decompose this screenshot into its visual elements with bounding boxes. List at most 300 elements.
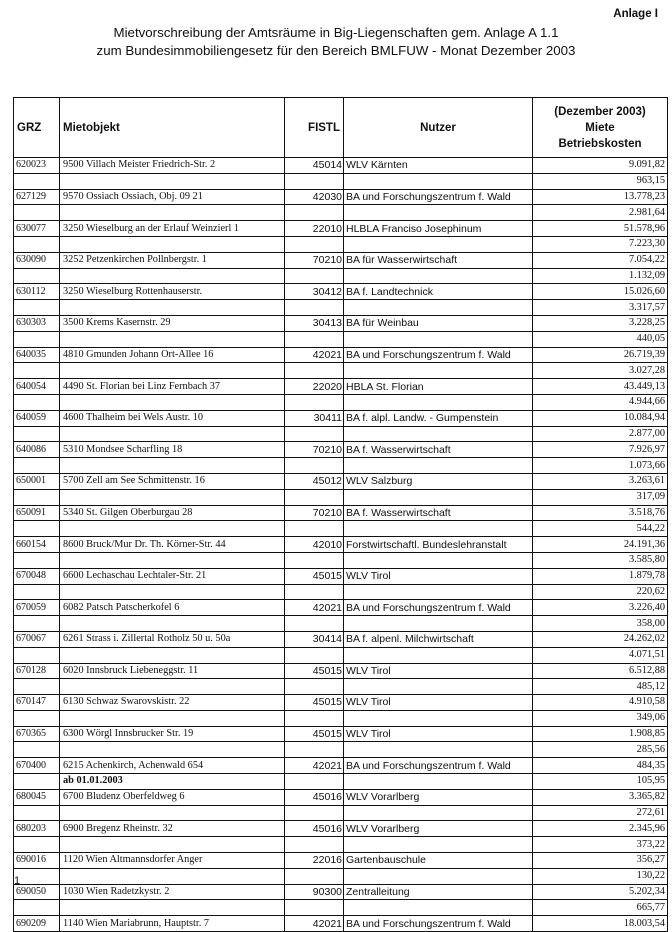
mietobjekt-cell [60, 236, 285, 252]
grz-cell: 670048 [14, 568, 60, 584]
fistl-cell [285, 774, 344, 790]
mietobjekt-cell [60, 647, 285, 663]
table-row [14, 363, 668, 379]
mietobjekt-cell [60, 268, 285, 284]
grz-cell [14, 331, 60, 347]
table-row [14, 837, 668, 853]
mietobjekt-cell: 4490 St. Florian bei Linz Fernbach 37 [60, 379, 285, 395]
table-row [14, 173, 668, 189]
fistl-cell [285, 173, 344, 189]
amount-cell: 220,62 [533, 584, 668, 600]
table-row [14, 679, 668, 695]
table-row [14, 505, 668, 521]
table-row [14, 758, 668, 774]
nutzer-cell: HBLA St. Florian [344, 379, 533, 395]
fistl-cell [285, 900, 344, 916]
table-row [14, 284, 668, 300]
nutzer-cell [344, 489, 533, 505]
amount-cell: 4.910,58 [533, 695, 668, 711]
mietobjekt-cell [60, 458, 285, 474]
grz-cell [14, 900, 60, 916]
mietobjekt-cell: 6130 Schwaz Swarovskistr. 22 [60, 695, 285, 711]
nutzer-cell [344, 805, 533, 821]
table-row [14, 774, 668, 790]
amount-cell: 7.223,30 [533, 236, 668, 252]
fistl-cell [285, 552, 344, 568]
nutzer-cell: WLV Vorarlberg [344, 821, 533, 837]
table-row [14, 252, 668, 268]
mietobjekt-cell: 5700 Zell am See Schmittenstr. 16 [60, 473, 285, 489]
amount-cell: 2.877,00 [533, 426, 668, 442]
amount-cell: 18.003,54 [533, 916, 668, 932]
table-row [14, 584, 668, 600]
nutzer-cell [344, 394, 533, 410]
grz-cell [14, 868, 60, 884]
amount-cell: 3.263,61 [533, 473, 668, 489]
fistl-cell: 42010 [285, 537, 344, 553]
amount-cell: 6.512,88 [533, 663, 668, 679]
table-row [14, 884, 668, 900]
fistl-cell [285, 521, 344, 537]
nutzer-cell: BA und Forschungszentrum f. Wald [344, 347, 533, 363]
grz-cell: 630090 [14, 252, 60, 268]
mietobjekt-cell: 9500 Villach Meister Friedrich-Str. 2 [60, 158, 285, 174]
nutzer-cell [344, 300, 533, 316]
amount-cell: 10.084,94 [533, 410, 668, 426]
fistl-cell [285, 710, 344, 726]
grz-cell: 630077 [14, 221, 60, 237]
table-row [14, 221, 668, 237]
grz-cell [14, 394, 60, 410]
mietobjekt-cell [60, 205, 285, 221]
nutzer-cell [344, 205, 533, 221]
fistl-cell: 45014 [285, 158, 344, 174]
fistl-cell [285, 268, 344, 284]
fistl-cell [285, 300, 344, 316]
grz-cell [14, 837, 60, 853]
table-row [14, 600, 668, 616]
table-row [14, 695, 668, 711]
table-row [14, 868, 668, 884]
table-row [14, 442, 668, 458]
fistl-cell [285, 394, 344, 410]
grz-cell: 640054 [14, 379, 60, 395]
fistl-cell [285, 426, 344, 442]
fistl-cell [285, 363, 344, 379]
fistl-cell: 30414 [285, 631, 344, 647]
fistl-cell: 30412 [285, 284, 344, 300]
grz-cell [14, 458, 60, 474]
grz-cell [14, 173, 60, 189]
table-row [14, 663, 668, 679]
nutzer-cell [344, 458, 533, 474]
nutzer-cell [344, 236, 533, 252]
header-mietobjekt: Mietobjekt [60, 98, 285, 158]
nutzer-cell [344, 268, 533, 284]
grz-cell [14, 679, 60, 695]
mietobjekt-cell: 4810 Gmunden Johann Ort-Allee 16 [60, 347, 285, 363]
amount-cell: 3.226,40 [533, 600, 668, 616]
fistl-cell [285, 584, 344, 600]
amount-cell: 26.719,39 [533, 347, 668, 363]
table-row [14, 710, 668, 726]
amount-cell: 15.026,60 [533, 284, 668, 300]
header-amount-miete: Miete [585, 121, 615, 134]
fistl-cell [285, 205, 344, 221]
amount-cell: 5.202,34 [533, 884, 668, 900]
fistl-cell: 42021 [285, 600, 344, 616]
grz-cell: 627129 [14, 189, 60, 205]
nutzer-cell [344, 710, 533, 726]
mietobjekt-cell: 3500 Krems Kasernstr. 29 [60, 315, 285, 331]
fistl-cell [285, 236, 344, 252]
fistl-cell: 70210 [285, 442, 344, 458]
grz-cell: 670059 [14, 600, 60, 616]
header-amount-period: (Dezember 2003) [554, 105, 646, 118]
amount-cell: 9.091,82 [533, 158, 668, 174]
amount-cell: 272,61 [533, 805, 668, 821]
fistl-cell: 30411 [285, 410, 344, 426]
amount-cell: 440,05 [533, 331, 668, 347]
mietobjekt-cell [60, 616, 285, 632]
fistl-cell: 22020 [285, 379, 344, 395]
mietobjekt-cell: 6215 Achenkirch, Achenwald 654 [60, 758, 285, 774]
nutzer-cell [344, 552, 533, 568]
amount-cell: 349,06 [533, 710, 668, 726]
mietobjekt-cell [60, 868, 285, 884]
amount-cell: 356,27 [533, 853, 668, 869]
grz-cell [14, 805, 60, 821]
grz-cell: 690016 [14, 853, 60, 869]
nutzer-cell: Zentralleitung [344, 884, 533, 900]
amount-cell: 2.981,64 [533, 205, 668, 221]
mietobjekt-cell [60, 173, 285, 189]
mietobjekt-cell: 1120 Wien Altmannsdorfer Anger [60, 853, 285, 869]
nutzer-cell [344, 426, 533, 442]
fistl-cell [285, 805, 344, 821]
fistl-cell: 70210 [285, 505, 344, 521]
amount-cell: 1.132,09 [533, 268, 668, 284]
nutzer-cell: Forstwirtschaftl. Bundeslehranstalt [344, 537, 533, 553]
mietobjekt-cell: 4600 Thalheim bei Wels Austr. 10 [60, 410, 285, 426]
table-row [14, 236, 668, 252]
table-row [14, 410, 668, 426]
nutzer-cell [344, 521, 533, 537]
mietobjekt-cell [60, 900, 285, 916]
nutzer-cell [344, 331, 533, 347]
table-row [14, 331, 668, 347]
table-row [14, 742, 668, 758]
nutzer-cell: WLV Tirol [344, 695, 533, 711]
table-row [14, 300, 668, 316]
fistl-cell: 70210 [285, 252, 344, 268]
fistl-cell: 45016 [285, 789, 344, 805]
amount-cell: 51.578,96 [533, 221, 668, 237]
fistl-cell [285, 458, 344, 474]
fistl-cell: 42021 [285, 758, 344, 774]
grz-cell [14, 742, 60, 758]
amount-cell: 358,00 [533, 616, 668, 632]
table-row [14, 426, 668, 442]
mietobjekt-cell [60, 805, 285, 821]
amount-cell: 3.317,57 [533, 300, 668, 316]
mietobjekt-cell: 6700 Bludenz Oberfeldweg 6 [60, 789, 285, 805]
mietobjekt-cell [60, 679, 285, 695]
nutzer-cell [344, 363, 533, 379]
mietobjekt-cell [60, 837, 285, 853]
mietobjekt-cell [60, 489, 285, 505]
table-row [14, 268, 668, 284]
mietobjekt-cell: 3250 Wieselburg Rottenhauserstr. [60, 284, 285, 300]
mietobjekt-cell: 6020 Innsbruck Liebeneggstr. 11 [60, 663, 285, 679]
grz-cell: 690209 [14, 916, 60, 932]
grz-cell [14, 774, 60, 790]
nutzer-cell: Gartenbauschule [344, 853, 533, 869]
grz-cell: 680045 [14, 789, 60, 805]
grz-cell: 620023 [14, 158, 60, 174]
table-row [14, 821, 668, 837]
amount-cell: 963,15 [533, 173, 668, 189]
amount-cell: 1.908,85 [533, 726, 668, 742]
grz-cell [14, 300, 60, 316]
grz-cell [14, 205, 60, 221]
mietobjekt-cell [60, 710, 285, 726]
nutzer-cell: BA f. alpenl. Milchwirtschaft [344, 631, 533, 647]
nutzer-cell: BA und Forschungszentrum f. Wald [344, 600, 533, 616]
table-row [14, 916, 668, 932]
nutzer-cell: BA f. alpl. Landw. - Gumpenstein [344, 410, 533, 426]
mietobjekt-cell: 1030 Wien Radetzkystr. 2 [60, 884, 285, 900]
amount-cell: 24.262,02 [533, 631, 668, 647]
mietobjekt-cell: 6261 Strass i. Zillertal Rotholz 50 u. 50a [60, 631, 285, 647]
amount-cell: 665,77 [533, 900, 668, 916]
page-number: 1 [14, 875, 21, 887]
grz-cell: 650001 [14, 473, 60, 489]
fistl-cell: 45015 [285, 695, 344, 711]
grz-cell: 670365 [14, 726, 60, 742]
fistl-cell [285, 679, 344, 695]
table-row [14, 853, 668, 869]
nutzer-cell [344, 173, 533, 189]
fistl-cell [285, 331, 344, 347]
amount-cell: 4.944,66 [533, 394, 668, 410]
table-row [14, 158, 668, 174]
amount-cell: 484,35 [533, 758, 668, 774]
nutzer-cell: WLV Vorarlberg [344, 789, 533, 805]
nutzer-cell [344, 616, 533, 632]
mietobjekt-cell: 8600 Bruck/Mur Dr. Th. Körner-Str. 44 [60, 537, 285, 553]
amount-cell: 285,56 [533, 742, 668, 758]
amount-cell: 485,12 [533, 679, 668, 695]
fistl-cell: 45012 [285, 473, 344, 489]
nutzer-cell: WLV Tirol [344, 663, 533, 679]
amount-cell: 4.071,51 [533, 647, 668, 663]
fistl-cell [285, 868, 344, 884]
amount-cell: 544,22 [533, 521, 668, 537]
nutzer-cell [344, 868, 533, 884]
table-row [14, 568, 668, 584]
nutzer-cell [344, 742, 533, 758]
mietobjekt-cell [60, 742, 285, 758]
mietobjekt-cell: ab 01.01.2003 [60, 774, 285, 790]
table-row [14, 631, 668, 647]
amount-cell: 2.345,96 [533, 821, 668, 837]
fistl-cell: 45015 [285, 663, 344, 679]
table-row [14, 789, 668, 805]
mietobjekt-cell [60, 300, 285, 316]
grz-cell: 670128 [14, 663, 60, 679]
mietobjekt-cell [60, 394, 285, 410]
fistl-cell: 45015 [285, 568, 344, 584]
table-row [14, 347, 668, 363]
nutzer-cell [344, 900, 533, 916]
grz-cell [14, 584, 60, 600]
grz-cell [14, 426, 60, 442]
mietobjekt-cell [60, 363, 285, 379]
mietobjekt-cell: 5340 St. Gilgen Oberburgau 28 [60, 505, 285, 521]
table-row [14, 394, 668, 410]
mietobjekt-cell: 1140 Wien Mariabrunn, Hauptstr. 7 [60, 916, 285, 932]
nutzer-cell: BA und Forschungszentrum f. Wald [344, 758, 533, 774]
mietobjekt-cell: 6082 Patsch Patscherkofel 6 [60, 600, 285, 616]
grz-cell [14, 616, 60, 632]
grz-cell: 670067 [14, 631, 60, 647]
grz-cell [14, 521, 60, 537]
table-row [14, 315, 668, 331]
amount-cell: 3.585,80 [533, 552, 668, 568]
grz-cell: 640035 [14, 347, 60, 363]
mietobjekt-cell: 3250 Wieselburg an der Erlauf Weinzierl 1 [60, 221, 285, 237]
mietobjekt-cell [60, 426, 285, 442]
amount-cell: 7.054,22 [533, 252, 668, 268]
amount-cell: 1.073,66 [533, 458, 668, 474]
mietobjekt-cell [60, 521, 285, 537]
amount-cell: 3.228,25 [533, 315, 668, 331]
nutzer-cell [344, 647, 533, 663]
grz-cell [14, 710, 60, 726]
nutzer-cell: WLV Tirol [344, 726, 533, 742]
amount-cell: 1.879,78 [533, 568, 668, 584]
fistl-cell: 22010 [285, 221, 344, 237]
table-row [14, 537, 668, 553]
amount-cell: 373,22 [533, 837, 668, 853]
amount-cell: 130,22 [533, 868, 668, 884]
fistl-cell: 42021 [285, 916, 344, 932]
grz-cell: 630303 [14, 315, 60, 331]
fistl-cell: 45015 [285, 726, 344, 742]
amount-cell: 43.449,13 [533, 379, 668, 395]
table-row [14, 189, 668, 205]
amount-cell: 317,09 [533, 489, 668, 505]
mietobjekt-cell: 9570 Ossiach Ossiach, Obj. 09 21 [60, 189, 285, 205]
fistl-cell: 45016 [285, 821, 344, 837]
fistl-cell [285, 742, 344, 758]
table-row [14, 458, 668, 474]
fistl-cell: 42021 [285, 347, 344, 363]
nutzer-cell: BA f. Landtechnick [344, 284, 533, 300]
mietobjekt-cell [60, 331, 285, 347]
amount-cell: 105,95 [533, 774, 668, 790]
table-row [14, 489, 668, 505]
nutzer-cell: BA und Forschungszentrum f. Wald [344, 189, 533, 205]
fistl-cell [285, 489, 344, 505]
table-header-row [14, 98, 668, 158]
nutzer-cell: BA f. Wasserwirtschaft [344, 505, 533, 521]
nutzer-cell: WLV Tirol [344, 568, 533, 584]
mietobjekt-cell: 6600 Lechaschau Lechtaler-Str. 21 [60, 568, 285, 584]
table-row [14, 900, 668, 916]
header-amount [533, 98, 668, 158]
nutzer-cell [344, 774, 533, 790]
fistl-cell [285, 616, 344, 632]
header-fistl: FISTL [285, 98, 344, 158]
amount-cell: 7.926,97 [533, 442, 668, 458]
grz-cell [14, 489, 60, 505]
rent-table [13, 97, 668, 932]
document-title [0, 24, 672, 60]
fistl-cell: 42030 [285, 189, 344, 205]
table-row [14, 379, 668, 395]
fistl-cell: 30413 [285, 315, 344, 331]
mietobjekt-cell: 3252 Petzenkirchen Pollnbergstr. 1 [60, 252, 285, 268]
fistl-cell [285, 647, 344, 663]
table-row [14, 805, 668, 821]
annex-label: Anlage I [613, 8, 658, 20]
header-amount-betriebskosten: Betriebskosten [558, 137, 642, 150]
mietobjekt-cell: 5310 Mondsee Scharfling 18 [60, 442, 285, 458]
header-nutzer: Nutzer [344, 98, 533, 158]
amount-cell: 3.518,76 [533, 505, 668, 521]
grz-cell: 690050 [14, 884, 60, 900]
table-row [14, 726, 668, 742]
table-row [14, 647, 668, 663]
grz-cell [14, 647, 60, 663]
amount-cell: 13.778,23 [533, 189, 668, 205]
nutzer-cell: BA und Forschungszentrum f. Wald [344, 916, 533, 932]
grz-cell [14, 363, 60, 379]
fistl-cell [285, 837, 344, 853]
table-body [14, 158, 668, 932]
nutzer-cell: WLV Salzburg [344, 473, 533, 489]
mietobjekt-cell: 6900 Bregenz Rheinstr. 32 [60, 821, 285, 837]
table-row [14, 205, 668, 221]
grz-cell: 640086 [14, 442, 60, 458]
grz-cell: 670147 [14, 695, 60, 711]
mietobjekt-cell [60, 584, 285, 600]
nutzer-cell: BA für Weinbau [344, 315, 533, 331]
grz-cell: 630112 [14, 284, 60, 300]
header-grz: GRZ [14, 98, 60, 158]
fistl-cell: 90300 [285, 884, 344, 900]
nutzer-cell [344, 837, 533, 853]
grz-cell: 640059 [14, 410, 60, 426]
table-row [14, 521, 668, 537]
nutzer-cell: WLV Kärnten [344, 158, 533, 174]
title-line-1: Mietvorschreibung der Amtsräume in Big-Liegenschaften gem. Anlage A 1.1 [113, 25, 559, 40]
table-row [14, 616, 668, 632]
grz-cell [14, 552, 60, 568]
amount-cell: 3.365,82 [533, 789, 668, 805]
fistl-cell: 22016 [285, 853, 344, 869]
nutzer-cell: BA für Wasserwirtschaft [344, 252, 533, 268]
table-row [14, 552, 668, 568]
grz-cell [14, 236, 60, 252]
grz-cell: 650091 [14, 505, 60, 521]
nutzer-cell: HLBLA Franciso Josephinum [344, 221, 533, 237]
mietobjekt-cell: 6300 Wörgl Innsbrucker Str. 19 [60, 726, 285, 742]
title-line-2: zum Bundesimmobiliengesetz für den Bereich BMLFUW - Monat Dezember 2003 [96, 43, 576, 58]
nutzer-cell: BA f. Wasserwirtschaft [344, 442, 533, 458]
